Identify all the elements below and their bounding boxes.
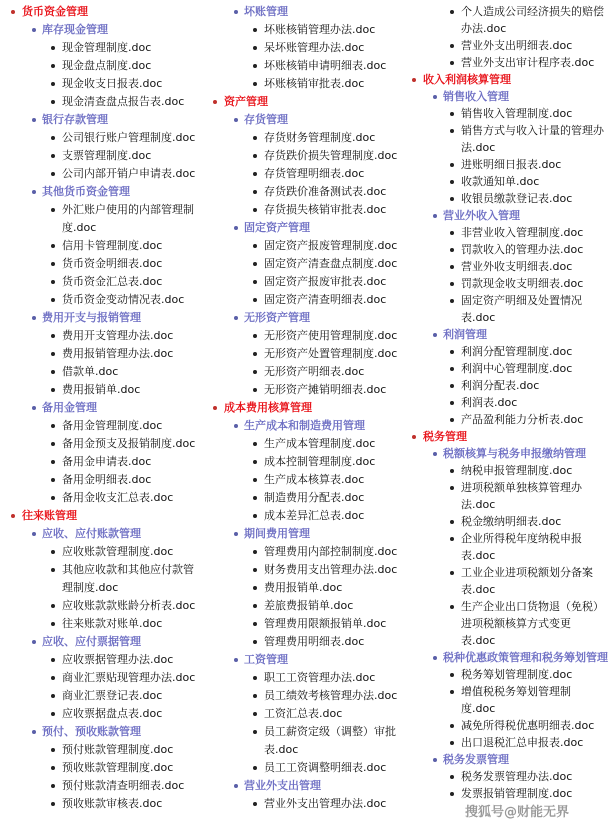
document-item[interactable]: 增值税税务筹划管理制度.doc: [405, 683, 608, 717]
document-item[interactable]: 呆坏账管理办法.doc: [202, 39, 405, 57]
document-item[interactable]: 坏账核销管理办法.doc: [202, 21, 405, 39]
document-item[interactable]: 成本控制管理制度.doc: [202, 453, 405, 471]
document-item[interactable]: 员工工资调整明细表.doc: [202, 759, 405, 777]
document-item[interactable]: 利润分配表.doc: [405, 377, 608, 394]
document-item[interactable]: 生产企业出口货物退（免税）进项税额核算方式变更表.doc: [405, 598, 608, 649]
document-item[interactable]: 产品盈利能力分析表.doc: [405, 411, 608, 428]
document-item[interactable]: 存货财务管理制度.doc: [202, 129, 405, 147]
subcategory-heading: 无形资产管理: [202, 309, 405, 327]
document-item[interactable]: 利润中心管理制度.doc: [405, 360, 608, 377]
document-item[interactable]: 成本差异汇总表.doc: [202, 507, 405, 525]
document-item[interactable]: 无形资产处置管理制度.doc: [202, 345, 405, 363]
document-item[interactable]: 存货损失核销审批表.doc: [202, 201, 405, 219]
document-item[interactable]: 工业企业进项税额划分备案表.doc: [405, 564, 608, 598]
document-item[interactable]: 管理费用明细表.doc: [202, 633, 405, 651]
document-item[interactable]: 纳税申报管理制度.doc: [405, 462, 608, 479]
category-heading: 往来账管理: [0, 507, 200, 525]
document-item[interactable]: 预收账款审核表.doc: [0, 795, 200, 813]
subcategory-heading: 利润管理: [405, 326, 608, 343]
document-item[interactable]: 现金盘点制度.doc: [0, 57, 200, 75]
document-item[interactable]: 应收票据盘点表.doc: [0, 705, 200, 723]
subcategory-heading: 库存现金管理: [0, 21, 200, 39]
document-item[interactable]: 坏账核销审批表.doc: [202, 75, 405, 93]
document-item[interactable]: 公司银行账户管理制度.doc: [0, 129, 200, 147]
document-item[interactable]: 罚款收入的管理办法.doc: [405, 241, 608, 258]
category-heading: 收入利润核算管理: [405, 71, 608, 88]
subcategory-heading: 其他货币资金管理: [0, 183, 200, 201]
category-heading: 货币资金管理: [0, 3, 200, 21]
subcategory-heading: 营业外支出管理: [202, 777, 405, 795]
document-item[interactable]: 营业外支出审计程序表.doc: [405, 54, 608, 71]
document-item[interactable]: 存货跌价损失管理制度.doc: [202, 147, 405, 165]
document-item[interactable]: 存货跌价准备测试表.doc: [202, 183, 405, 201]
document-item[interactable]: 无形资产明细表.doc: [202, 363, 405, 381]
document-item[interactable]: 无形资产使用管理制度.doc: [202, 327, 405, 345]
document-item[interactable]: 固定资产清查明细表.doc: [202, 291, 405, 309]
document-item[interactable]: 个人造成公司经济损失的赔偿办法.doc: [405, 3, 608, 37]
subcategory-heading: 销售收入管理: [405, 88, 608, 105]
document-item[interactable]: 利润表.doc: [405, 394, 608, 411]
document-item[interactable]: 坏账核销申请明细表.doc: [202, 57, 405, 75]
subcategory-heading: 税务发票管理: [405, 751, 608, 768]
document-item[interactable]: 预付账款清查明细表.doc: [0, 777, 200, 795]
document-item[interactable]: 税金缴纳明细表.doc: [405, 513, 608, 530]
category-heading: 税务管理: [405, 428, 608, 445]
outline-column-1: [0, 3, 200, 813]
document-item[interactable]: 营业外收支明细表.doc: [405, 258, 608, 275]
document-item[interactable]: 进账明细日报表.doc: [405, 156, 608, 173]
document-item[interactable]: 现金收支日报表.doc: [0, 75, 200, 93]
outline-column-2: [202, 3, 405, 813]
document-item[interactable]: 财务费用支出管理办法.doc: [202, 561, 405, 579]
document-item[interactable]: 其他应收款和其他应付款管理制度.doc: [0, 561, 200, 597]
document-item[interactable]: 营业外支出明细表.doc: [405, 37, 608, 54]
subcategory-heading: 工资管理: [202, 651, 405, 669]
document-item[interactable]: 无形资产摊销明细表.doc: [202, 381, 405, 399]
document-item[interactable]: 费用报销单.doc: [0, 381, 200, 399]
subcategory-heading: 应收、应付账款管理: [0, 525, 200, 543]
document-item[interactable]: 应收账款管理制度.doc: [0, 543, 200, 561]
document-item[interactable]: 费用报销管理办法.doc: [0, 345, 200, 363]
document-item[interactable]: 发票报销管理制度.doc: [405, 785, 608, 802]
document-item[interactable]: 企业所得税年度纳税申报表.doc: [405, 530, 608, 564]
document-item[interactable]: 固定资产清查盘点制度.doc: [202, 255, 405, 273]
document-item[interactable]: 减免所得税优惠明细表.doc: [405, 717, 608, 734]
document-item[interactable]: 差旅费报销单.doc: [202, 597, 405, 615]
subcategory-heading: 预付、预收账款管理: [0, 723, 200, 741]
subcategory-heading: 应收、应付票据管理: [0, 633, 200, 651]
document-item[interactable]: 往来账款对账单.doc: [0, 615, 200, 633]
document-item[interactable]: 管理费用内部控制制度.doc: [202, 543, 405, 561]
document-item[interactable]: 备用金明细表.doc: [0, 471, 200, 489]
category-heading: 资产管理: [202, 93, 405, 111]
document-item[interactable]: 制造费用分配表.doc: [202, 489, 405, 507]
subcategory-heading: 备用金管理: [0, 399, 200, 417]
document-item[interactable]: 现金管理制度.doc: [0, 39, 200, 57]
document-item[interactable]: 备用金收支汇总表.doc: [0, 489, 200, 507]
document-item[interactable]: 税务发票管理办法.doc: [405, 768, 608, 785]
document-item[interactable]: 信用卡管理制度.doc: [0, 237, 200, 255]
document-item[interactable]: 现金清查盘点报告表.doc: [0, 93, 200, 111]
document-item[interactable]: 进项税额单独核算管理办法.doc: [405, 479, 608, 513]
watermark: 搜狐号@财能无界: [465, 805, 570, 820]
document-item[interactable]: 罚款现金收支明细表.doc: [405, 275, 608, 292]
subcategory-heading: 银行存款管理: [0, 111, 200, 129]
document-item[interactable]: 生产成本管理制度.doc: [202, 435, 405, 453]
document-item[interactable]: 员工薪资定级（调整）审批表.doc: [202, 723, 405, 759]
document-item[interactable]: 支票管理制度.doc: [0, 147, 200, 165]
document-item[interactable]: 备用金管理制度.doc: [0, 417, 200, 435]
document-item[interactable]: 收款通知单.doc: [405, 173, 608, 190]
subcategory-heading: 存货管理: [202, 111, 405, 129]
document-item[interactable]: 应收票据管理办法.doc: [0, 651, 200, 669]
document-item[interactable]: 备用金申请表.doc: [0, 453, 200, 471]
document-item[interactable]: 职工工资管理办法.doc: [202, 669, 405, 687]
document-item[interactable]: 备用金预支及报销制度.doc: [0, 435, 200, 453]
document-item[interactable]: 税务筹划管理制度.doc: [405, 666, 608, 683]
subcategory-heading: 生产成本和制造费用管理: [202, 417, 405, 435]
document-item[interactable]: 销售收入管理制度.doc: [405, 105, 608, 122]
subcategory-heading: 固定资产管理: [202, 219, 405, 237]
document-item[interactable]: 生产成本核算表.doc: [202, 471, 405, 489]
document-item[interactable]: 应收账款款账龄分析表.doc: [0, 597, 200, 615]
subcategory-heading: 税种优惠政策管理和税务筹划管理: [405, 649, 608, 666]
document-item[interactable]: 非营业收入管理制度.doc: [405, 224, 608, 241]
document-item[interactable]: 公司内部开销户申请表.doc: [0, 165, 200, 183]
document-item[interactable]: 固定资产明细及处置情况表.doc: [405, 292, 608, 326]
document-item[interactable]: 管理费用限额报销单.doc: [202, 615, 405, 633]
document-item[interactable]: 借款单.doc: [0, 363, 200, 381]
document-item[interactable]: 出口退税汇总申报表.doc: [405, 734, 608, 751]
document-item[interactable]: 销售方式与收入计量的管理办法.doc: [405, 122, 608, 156]
document-item[interactable]: 固定资产报废审批表.doc: [202, 273, 405, 291]
document-item[interactable]: 费用开支管理办法.doc: [0, 327, 200, 345]
document-item[interactable]: 货币资金变动情况表.doc: [0, 291, 200, 309]
subcategory-heading: 坏账管理: [202, 3, 405, 21]
document-item[interactable]: 员工绩效考核管理办法.doc: [202, 687, 405, 705]
subcategory-heading: 期间费用管理: [202, 525, 405, 543]
document-item[interactable]: 收银员缴款登记表.doc: [405, 190, 608, 207]
document-item[interactable]: 费用报销单.doc: [202, 579, 405, 597]
document-item[interactable]: 预收账款管理制度.doc: [0, 759, 200, 777]
document-item[interactable]: 固定资产报废管理制度.doc: [202, 237, 405, 255]
subcategory-heading: 营业外收入管理: [405, 207, 608, 224]
document-item[interactable]: 货币资金明细表.doc: [0, 255, 200, 273]
document-item[interactable]: 存货管理明细表.doc: [202, 165, 405, 183]
document-item[interactable]: 预付账款管理制度.doc: [0, 741, 200, 759]
document-item[interactable]: 外汇账户使用的内部管理制度.doc: [0, 201, 200, 237]
document-item[interactable]: 商业汇票贴现管理办法.doc: [0, 669, 200, 687]
subcategory-heading: 税额核算与税务申报缴纳管理: [405, 445, 608, 462]
document-item[interactable]: 工资汇总表.doc: [202, 705, 405, 723]
document-item[interactable]: 货币资金汇总表.doc: [0, 273, 200, 291]
category-heading: 成本费用核算管理: [202, 399, 405, 417]
subcategory-heading: 费用开支与报销管理: [0, 309, 200, 327]
document-item[interactable]: 利润分配管理制度.doc: [405, 343, 608, 360]
document-item[interactable]: 营业外支出管理办法.doc: [202, 795, 405, 813]
document-item[interactable]: 商业汇票登记表.doc: [0, 687, 200, 705]
outline-column-3: [405, 3, 608, 822]
